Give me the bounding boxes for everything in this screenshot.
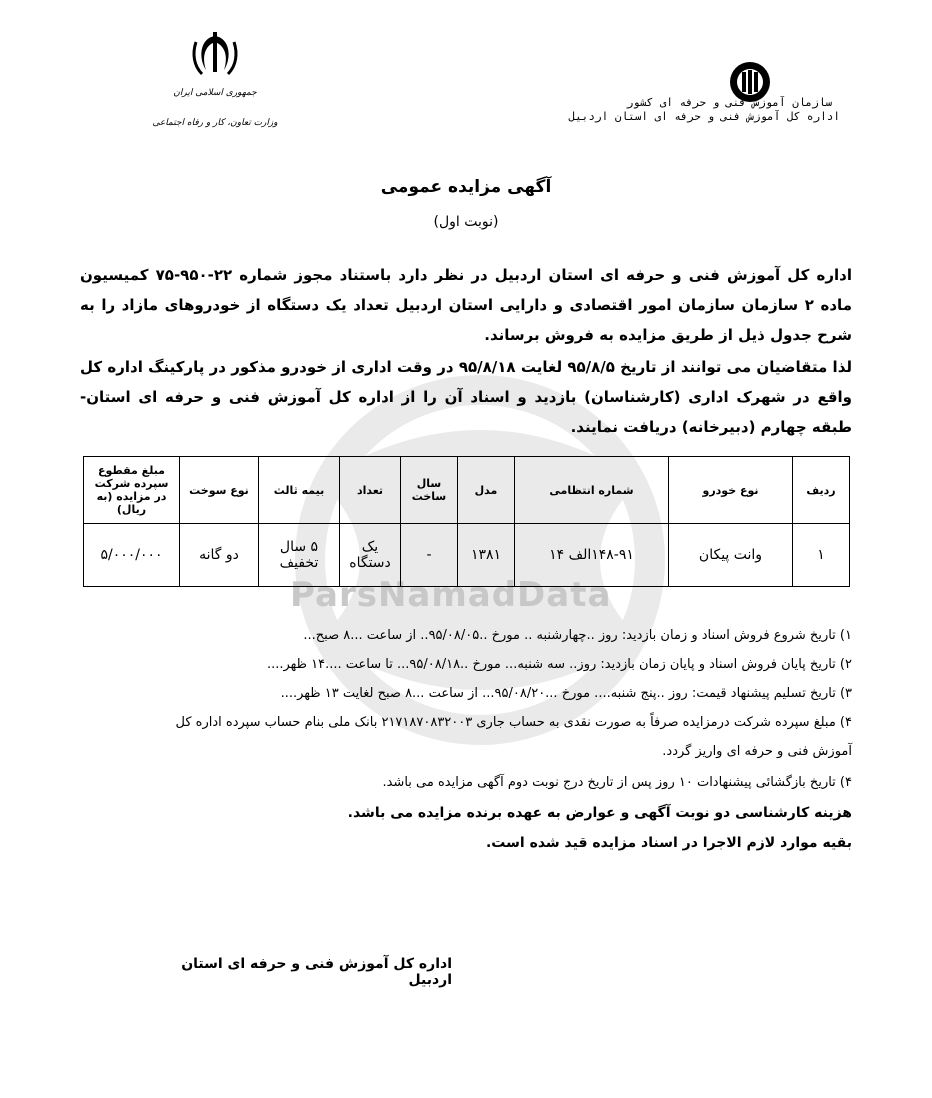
item-bid-submission: ۳) تاریخ تسلیم پیشنهاد قیمت: روز ..پنج شنبه.... مورخ ...۹۵/۰۸/۲۰... از ساعت ...۸ صبح لغایت ۱۳ ظهر.... [280,686,852,701]
cell-vehicle-type: وانت پیکان [669,524,793,587]
table-header-row [84,457,850,524]
organization-name: سازمان آموزش فنی و حرفه ای کشور [626,96,832,109]
government-name: جمهوری اسلامی ایران [173,88,257,98]
cell-model: ۱۳۸۱ [458,524,515,587]
cell-plate-number: ۱۴۸-۹۱الف ۱۴ [515,524,669,587]
col-plate-number: شماره انتظامی [515,457,669,524]
col-fuel-type: نوع سوخت [180,457,259,524]
table-row [84,524,850,587]
cell-row-number: ۱ [793,524,850,587]
col-row-number: ردیف [793,457,850,524]
rest-note: بقیه موارد لازم الاجرا در اسناد مزایده قید شده است. [485,835,852,851]
col-build-year: سال ساخت [401,457,458,524]
item-sale-end: ۲) تاریخ پایان فروش اسناد و پایان زمان بازدید: روز.. سه شنبه... مورخ ..۹۵/۰۸/۱۸... تا ساعت ....۱۴ ظهر.... [266,657,852,672]
col-vehicle-type: نوع خودرو [669,457,793,524]
fee-note: هزینه کارشناسی دو نوبت آگهی و عوارض به عهده برنده مزایده می باشد. [347,805,852,821]
notice-title: آگهی مزایده عمومی [380,177,552,197]
item-sale-start: ۱) تاریخ شروع فروش اسناد و زمان بازدید: روز ..چهارشنبه .. مورخ ..۹۵/۰۸/۰۵.. از ساعت ...۸ صبح... [303,628,852,643]
intro-paragraph: اداره کل آموزش فنی و حرفه ای استان اردبیل در نظر دارد باستناد مجوز شماره ۲۲-۹۵۰-۷۵ کمیسیون ماده ۲ سازمان سازمان امور اقتصادی و دارایی استان اردبیل تعداد یک دستگاه از خودروهای مازاد را به شرح جدول ذیل از طریق مزایده به فروش برساند. [80,266,852,344]
auction-table [83,456,850,587]
cell-fuel-type: دو گانه [180,524,259,587]
watermark-text: ParsNamadData [290,575,612,615]
cell-build-year: - [401,524,458,587]
signature-department: اداره کل آموزش فنی و حرفه ای استان اردبیل [181,956,452,988]
cell-insurance: ۵ سال تخفیف [259,524,340,587]
invitation-paragraph: لذا متقاضیان می توانند از تاریخ ۹۵/۸/۵ لغایت ۹۵/۸/۱۸ در وقت اداری از خودرو مذکور در پارکینگ اداره کل واقع در شهرک اداری (کارشناسان) بازدید و اسناد آن را از اداره کل آموزش فنی و حرفه ای استان- طبقه چهارم (دبیرخانه) دریافت نمایند. [80,358,852,436]
item-deposit: ۴) مبلغ سپرده شرکت درمزایده صرفاً به صورت نقدی به حساب جاری ۲۱۷۱۸۷۰۸۳۲۰۰۳ بانک ملی بنام حساب سپرده اداره کل آموزش فنی و حرفه ای واریز گردد. [175,715,852,759]
cell-deposit: ۵/۰۰۰/۰۰۰ [84,524,180,587]
department-name: اداره کل آموزش فنی و حرفه ای استان اردبیل [568,110,840,123]
item-opening: ۴) تاریخ بازگشائی پیشنهادات ۱۰ روز پس از تاریخ درج نوبت دوم آگهی مزایده می باشد. [382,775,852,790]
col-model: مدل [458,457,515,524]
cell-quantity: یک دستگاه [340,524,401,587]
col-deposit: مبلغ مقطوع سپرده شرکت در مزایده (به ریال) [84,457,180,524]
col-insurance: بیمه ثالث [259,457,340,524]
notice-round: (نوبت اول) [433,214,499,230]
ministry-name: وزارت تعاون، کار و رفاه اجتماعی [152,118,278,128]
col-quantity: تعداد [340,457,401,524]
iran-emblem-icon [190,28,240,78]
